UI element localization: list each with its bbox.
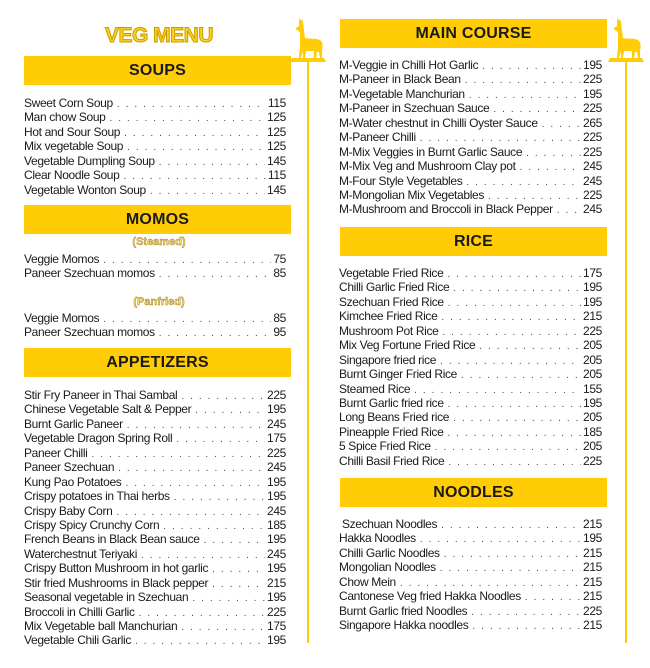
section-title: MAIN COURSE [415,24,532,42]
menu-item: Pineapple Fried Rice . . . 185 [339,425,602,439]
menu-item: Vegetable Chili Garlic . . . 195 [24,633,286,647]
menu-item: Crispy Button Mushroom in hot garlic . . . 195 [24,561,286,575]
menu-item: Chilli Garlic Noodles . . . 215 [339,546,602,560]
menu-item: Burnt Garlic fried Noodles . . . 225 [339,604,602,618]
menu-item: Paneer Szechuan . . . 245 [24,460,286,474]
menu-item: M-Veggie in Chilli Hot Garlic . . . 195 [339,58,602,72]
menu-item: Seasonal vegetable in Szechuan . . . 195 [24,590,286,604]
menu-item: Crispy Spicy Crunchy Corn . . . 185 [24,518,286,532]
section-title: MOMOS [125,210,190,228]
section-header-noodles [340,478,607,507]
section-header-soups [24,56,291,85]
decorative-pole-left [307,60,309,643]
menu-item: Veggie Momos . . . 75 [24,252,286,266]
menu-title: VEG MENU [104,24,213,47]
menu-item: 5 Spice Fried Rice . . . 205 [339,439,602,453]
subheading-steamed: (Steamed) [132,236,186,248]
menu-item: Mushroom Pot Rice . . . 225 [339,324,602,338]
menu-item: M-Paneer in Black Bean . . . 225 [339,72,602,86]
menu-item: Crispy potatoes in Thai herbs . . . 195 [24,489,286,503]
menu-item: Vegetable Fried Rice . . . 175 [339,266,602,280]
menu-item: Broccoli in Chilli Garlic . . . 225 [24,605,286,619]
decorative-pole-right [625,60,627,643]
menu-item: Singapore fried rice . . . 205 [339,353,602,367]
menu-item: M-Mushroom and Broccoli in Black Pepper . . . 245 [339,202,602,216]
menu-item: M-Mongolian Mix Vegetables . . . 225 [339,188,602,202]
section-title: APPETIZERS [106,353,209,371]
menu-item: Szechuan Noodles . . . 215 [339,517,602,531]
menu-item: Burnt Garlic Paneer . . . 245 [24,417,286,431]
menu-item: Mix vegetable Soup . . . 125 [24,139,286,153]
menu-item: Stir Fry Paneer in Thai Sambal . . . 225 [24,388,286,402]
menu-item: M-Mix Veggies in Burnt Garlic Sauce . . . 225 [339,145,602,159]
menu-item: Paneer Szechuan momos . . . 95 [24,325,286,339]
menu-item: M-Paneer in Szechuan Sauce . . . 225 [339,101,602,115]
menu-item: Long Beans Fried rice . . . 205 [339,410,602,424]
menu-item: Steamed Rice . . . 155 [339,382,602,396]
menu-item: Mongolian Noodles . . . 215 [339,560,602,574]
menu-item: M-Four Style Vegetables . . . 245 [339,174,602,188]
menu-item: M-Mix Veg and Mushroom Clay pot . . . 245 [339,159,602,173]
section-title: SOUPS [128,61,186,79]
section-header-momos [24,205,291,234]
soups-list [24,96,286,197]
main-course-list [339,58,602,217]
appetizers-list [24,388,286,648]
menu-item: Kimchee Fried Rice . . . 215 [339,309,602,323]
momos-steamed-list [24,252,286,281]
menu-item: Kung Pao Potatoes . . . 195 [24,475,286,489]
menu-item: Burnt Garlic fried rice . . . 195 [339,396,602,410]
menu-item: Clear Noodle Soup . . . 115 [24,168,286,182]
momos-panfried-list [24,311,286,340]
menu-item: Hot and Sour Soup . . . 125 [24,125,286,139]
llama-icon [606,18,646,64]
menu-item: Singapore Hakka noodles . . . 215 [339,618,602,632]
menu-item: Mix Vegetable ball Manchurian . . . 175 [24,619,286,633]
subheading-panfried: (Panfried) [133,296,185,308]
menu-item: Burnt Ginger Fried Rice . . . 205 [339,367,602,381]
menu-item: Waterchestnut Teriyaki . . . 245 [24,547,286,561]
menu-item: Crispy Baby Corn . . . 245 [24,504,286,518]
noodles-list [339,517,602,633]
llama-icon [288,18,328,64]
menu-item: Chow Mein . . . 215 [339,575,602,589]
menu-item: French Beans in Black Bean sauce . . . 195 [24,532,286,546]
menu-item: M-Vegetable Manchurian . . . 195 [339,87,602,101]
menu-item: Chilli Basil Fried Rice . . . 225 [339,454,602,468]
section-title: NOODLES [433,483,514,501]
menu-item: Hakka Noodles . . . 195 [339,531,602,545]
menu-item: Vegetable Dumpling Soup . . . 145 [24,154,286,168]
menu-item: Vegetable Wonton Soup . . . 145 [24,183,286,197]
section-title: RICE [453,232,494,250]
menu-item: Cantonese Veg fried Hakka Noodles . . . 215 [339,589,602,603]
menu-item: M-Paneer Chilli . . . 225 [339,130,602,144]
menu-item: Vegetable Dragon Spring Roll . . . 175 [24,431,286,445]
menu-item: Paneer Szechuan momos . . . 85 [24,266,286,280]
menu-item: Veggie Momos . . . 85 [24,311,286,325]
menu-item: M-Water chestnut in Chilli Oyster Sauce . . . 265 [339,116,602,130]
section-header-rice [340,227,607,256]
section-header-main-course [340,19,607,48]
menu-item: Paneer Chilli . . . 225 [24,446,286,460]
rice-list [339,266,602,468]
section-header-appetizers [24,348,291,377]
menu-item: Stir fried Mushrooms in Black pepper . . . 215 [24,576,286,590]
menu-item: Man chow Soup . . . 125 [24,110,286,124]
menu-item: Sweet Corn Soup . . . 115 [24,96,286,110]
menu-item: Chinese Vegetable Salt & Pepper . . . 195 [24,402,286,416]
menu-item: Mix Veg Fortune Fried Rice . . . 205 [339,338,602,352]
menu-item: Szechuan Fried Rice . . . 195 [339,295,602,309]
menu-item: Chilli Garlic Fried Rice . . . 195 [339,280,602,294]
